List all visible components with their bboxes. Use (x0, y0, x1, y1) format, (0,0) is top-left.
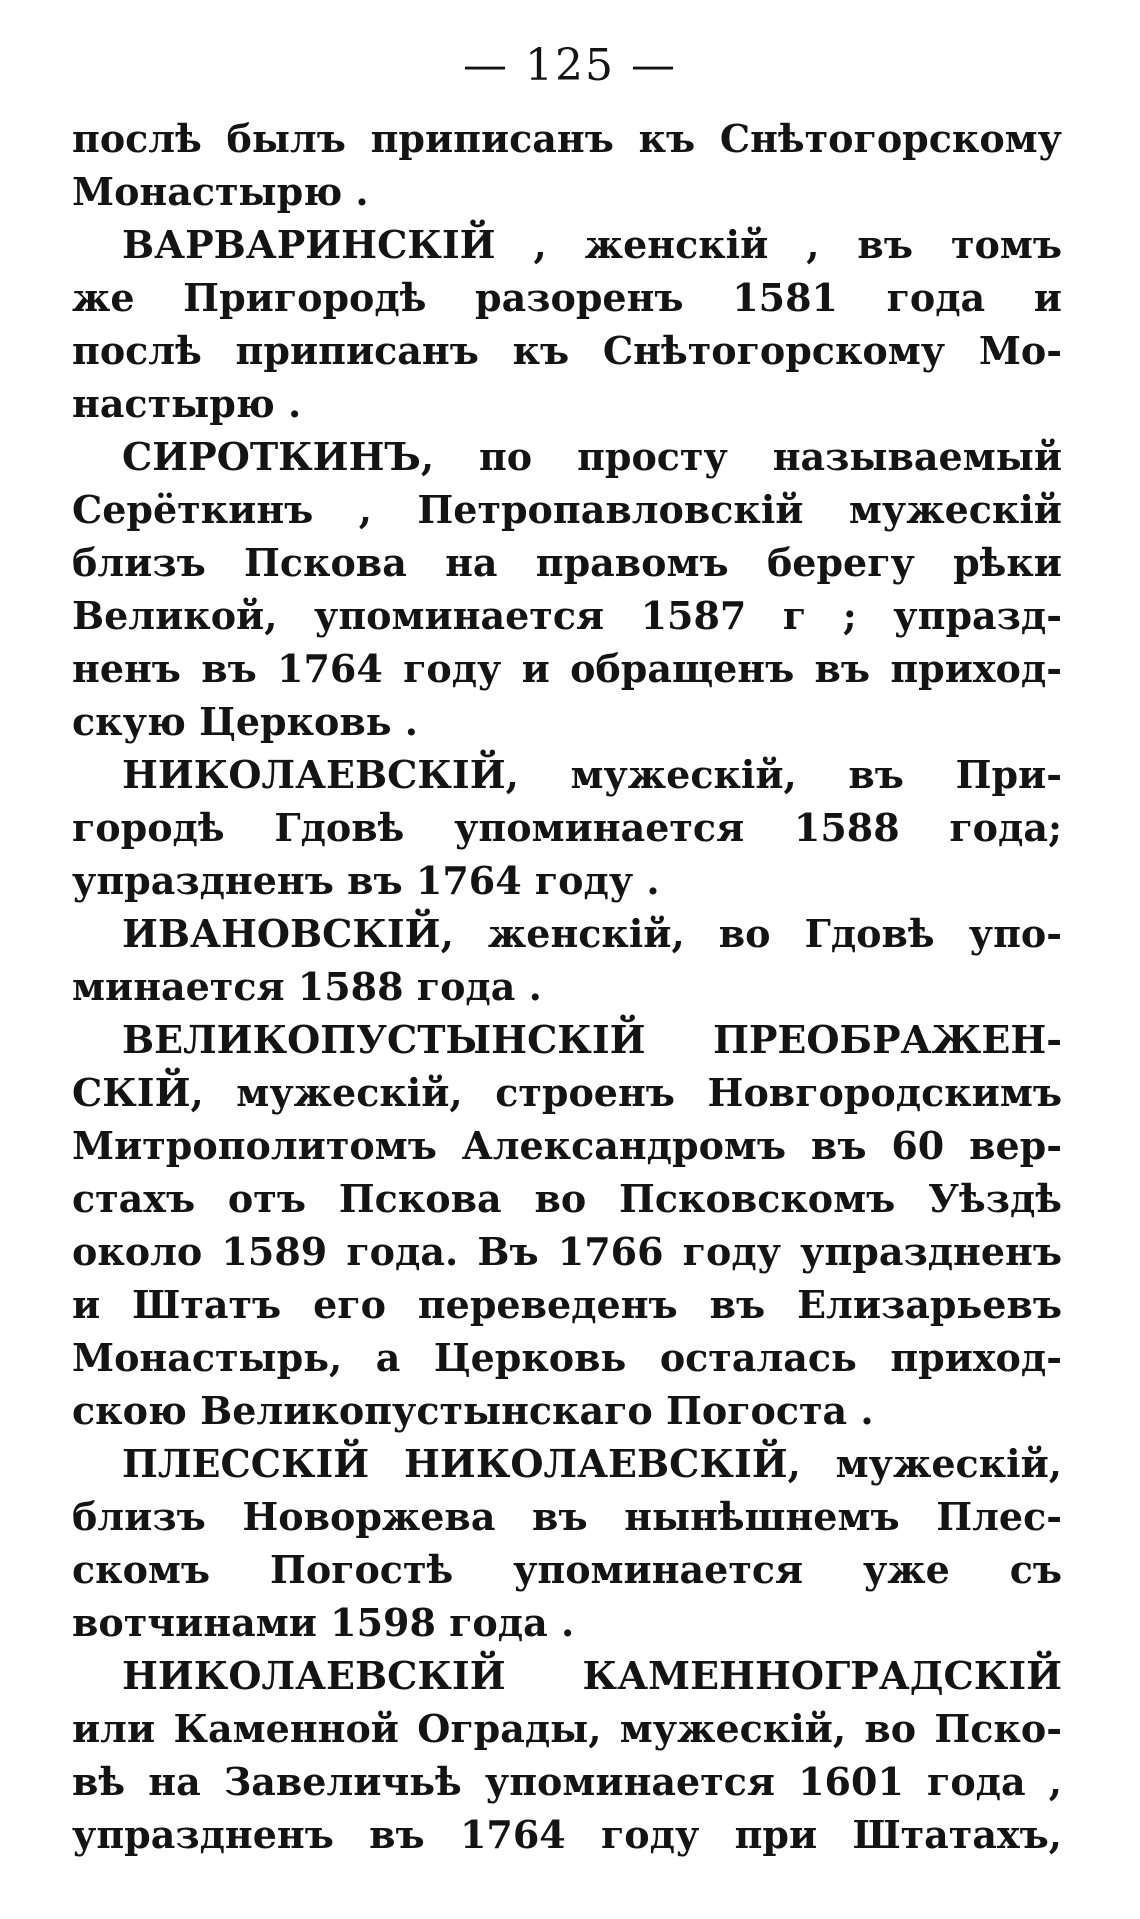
text-line: Серёткинъ , Петропавловскій мужескій (72, 487, 1062, 532)
text-line: упраздненъ въ 1764 году при Штатахъ, (72, 1812, 1062, 1857)
text-line: послѣ приписанъ къ Снѣтогорскому Мо- (72, 328, 1062, 373)
text-line: ненъ въ 1764 году и обращенъ въ приход- (72, 646, 1062, 691)
text-line: скомъ Погостѣ упоминается уже съ (72, 1547, 1062, 1592)
text-line: ИВАНОВСКІЙ, женскій, во Гдовѣ упо- (122, 911, 1062, 956)
text-line: ПЛЕССКІЙ НИКОЛАЕВСКІЙ, мужескій, (122, 1441, 1062, 1486)
text-line: же Пригородѣ разоренъ 1581 года и (72, 275, 1062, 320)
text-line: послѣ былъ приписанъ къ Снѣтогорскому (72, 116, 1062, 161)
text-line: Митрополитомъ Александромъ въ 60 вер- (72, 1123, 1062, 1168)
text-line: городѣ Гдовѣ упоминается 1588 года; (72, 805, 1062, 850)
text-line: настырю . (72, 381, 302, 426)
text-line: СКІЙ, мужескій, строенъ Новгородскимъ (72, 1070, 1062, 1115)
text-line: Великой, упоминается 1587 г ; упразд- (72, 593, 1062, 638)
page-number: — 125 — (463, 40, 677, 91)
text-line: скую Церковь . (72, 699, 419, 744)
text-line: вѣ на Завеличьѣ упоминается 1601 года , (72, 1759, 1062, 1804)
text-line: скою Великопустынскаго Погоста . (72, 1388, 874, 1433)
body-text (72, 112, 1062, 1861)
text-line: ВЕЛИКОПУСТЫНСКІЙ ПРЕОБРАЖЕН- (122, 1017, 1062, 1062)
text-line: или Каменной Ограды, мужескій, во Пско- (72, 1706, 1062, 1751)
text-line: около 1589 года. Въ 1766 году упраздненъ (72, 1229, 1062, 1274)
text-line: НИКОЛАЕВСКІЙ КАМЕННОГРАДСКІЙ (122, 1653, 1062, 1698)
text-line: минается 1588 года . (72, 964, 542, 1009)
text-line: и Штатъ его переведенъ въ Елизарьевъ (72, 1282, 1062, 1327)
text-line: стахъ отъ Пскова во Псковскомъ Уѣздѣ (72, 1176, 1062, 1221)
text-line: вотчинами 1598 года . (72, 1600, 575, 1645)
text-line: НИКОЛАЕВСКІЙ, мужескій, въ При- (122, 752, 1062, 797)
text-line: упраздненъ въ 1764 году . (72, 858, 660, 903)
text-line: близъ Пскова на правомъ берегу рѣки (72, 540, 1062, 585)
text-line: СИРОТКИНЪ, по просту называемый (122, 434, 1062, 479)
text-line: близъ Новоржева въ нынѣшнемъ Плес- (72, 1494, 1062, 1539)
text-line: ВАРВАРИНСКІЙ , женскій , въ томъ (122, 222, 1062, 267)
text-line: Монастырю . (72, 169, 369, 214)
text-line: Монастырь, а Церковь осталась приход- (72, 1335, 1062, 1380)
